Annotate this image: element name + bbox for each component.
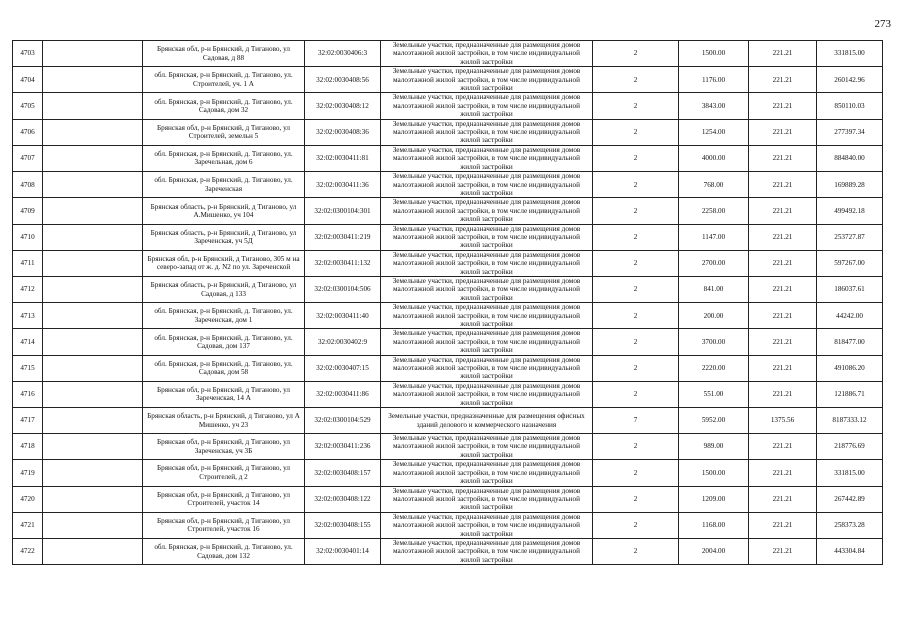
land-use-cell: Земельные участки, предназначенные для размещения домов малоэтажной жилой застройки, в том числе индивидуальной жилой застройки: [381, 538, 593, 564]
use-code-cell: 2: [593, 119, 679, 145]
land-use-cell: Земельные участки, предназначенные для размещения домов малоэтажной жилой застройки, в том числе индивидуальной жилой застройки: [381, 172, 593, 198]
empty-cell: [43, 538, 143, 564]
specific-value-cell: 221.21: [749, 355, 817, 381]
row-number-cell: 4712: [13, 276, 43, 302]
cadastral-number-cell: 32:02:0030402:9: [305, 329, 381, 355]
specific-value-cell: 221.21: [749, 329, 817, 355]
land-use-cell: Земельные участки, предназначенные для размещения домов малоэтажной жилой застройки, в том числе индивидуальной жилой застройки: [381, 460, 593, 486]
row-number-cell: 4715: [13, 355, 43, 381]
cadastral-number-cell: 32:02:0030408:56: [305, 67, 381, 93]
table-row: [13, 93, 883, 119]
cadastral-value-table: [12, 40, 883, 565]
empty-cell: [43, 512, 143, 538]
land-use-cell: Земельные участки, предназначенные для размещения домов малоэтажной жилой застройки, в том числе индивидуальной жилой застройки: [381, 41, 593, 67]
cadastral-value-cell: 443304.84: [817, 538, 883, 564]
area-cell: 2004.00: [679, 538, 749, 564]
area-cell: 841.00: [679, 276, 749, 302]
cadastral-number-cell: 32:02:0030406:3: [305, 41, 381, 67]
table-row: [13, 303, 883, 329]
cadastral-number-cell: 32:02:0300104:506: [305, 276, 381, 302]
table-row: [13, 250, 883, 276]
empty-cell: [43, 355, 143, 381]
land-use-cell: Земельные участки, предназначенные для размещения домов малоэтажной жилой застройки, в том числе индивидуальной жилой застройки: [381, 512, 593, 538]
row-number-cell: 4721: [13, 512, 43, 538]
use-code-cell: 2: [593, 67, 679, 93]
table-body: [13, 41, 883, 565]
cadastral-number-cell: 32:02:0030407:15: [305, 355, 381, 381]
area-cell: 3843.00: [679, 93, 749, 119]
area-cell: 5952.00: [679, 408, 749, 434]
area-cell: 4000.00: [679, 145, 749, 171]
row-number-cell: 4710: [13, 224, 43, 250]
land-use-cell: Земельные участки, предназначенные для размещения домов малоэтажной жилой застройки, в том числе индивидуальной жилой застройки: [381, 250, 593, 276]
specific-value-cell: 221.21: [749, 460, 817, 486]
cadastral-number-cell: 32:02:0030411:219: [305, 224, 381, 250]
row-number-cell: 4709: [13, 198, 43, 224]
land-use-cell: Земельные участки, предназначенные для размещения домов малоэтажной жилой застройки, в том числе индивидуальной жилой застройки: [381, 67, 593, 93]
use-code-cell: 2: [593, 172, 679, 198]
row-number-cell: 4703: [13, 41, 43, 67]
address-cell: Брянская обл, р-н Брянский, д Тиганово, ул Строителей, д 2: [143, 460, 305, 486]
area-cell: 1500.00: [679, 41, 749, 67]
area-cell: 2220.00: [679, 355, 749, 381]
area-cell: 2700.00: [679, 250, 749, 276]
address-cell: Брянская обл, р-н Брянский, д Тиганово, ул Зареченская, 14 А: [143, 381, 305, 407]
address-cell: обл. Брянская, р-н Брянский, д. Тиганово, ул. Садовая, дом 32: [143, 93, 305, 119]
address-cell: обл. Брянская, р-н Брянский, д. Тиганово, ул. Садовая, дом 58: [143, 355, 305, 381]
cadastral-value-cell: 253727.87: [817, 224, 883, 250]
table-row: [13, 512, 883, 538]
cadastral-value-cell: 331815.00: [817, 460, 883, 486]
cadastral-value-cell: 186037.61: [817, 276, 883, 302]
land-use-cell: Земельные участки, предназначенные для размещения домов малоэтажной жилой застройки, в том числе индивидуальной жилой застройки: [381, 303, 593, 329]
cadastral-number-cell: 32:02:0030411:236: [305, 434, 381, 460]
use-code-cell: 2: [593, 329, 679, 355]
area-cell: 1147.00: [679, 224, 749, 250]
specific-value-cell: 221.21: [749, 276, 817, 302]
cadastral-number-cell: 32:02:0030408:155: [305, 512, 381, 538]
cadastral-number-cell: 32:02:0030411:81: [305, 145, 381, 171]
address-cell: Брянская обл, р-н Брянский, д Тиганово, ул Зареченская, уч 3Б: [143, 434, 305, 460]
table-row: [13, 355, 883, 381]
row-number-cell: 4711: [13, 250, 43, 276]
cadastral-value-cell: 260142.96: [817, 67, 883, 93]
row-number-cell: 4720: [13, 486, 43, 512]
land-use-cell: Земельные участки, предназначенные для размещения домов малоэтажной жилой застройки, в том числе индивидуальной жилой застройки: [381, 224, 593, 250]
land-use-cell: Земельные участки, предназначенные для размещения домов малоэтажной жилой застройки, в том числе индивидуальной жилой застройки: [381, 434, 593, 460]
empty-cell: [43, 41, 143, 67]
cadastral-number-cell: 32:02:0030411:40: [305, 303, 381, 329]
use-code-cell: 2: [593, 198, 679, 224]
empty-cell: [43, 303, 143, 329]
address-cell: Брянская обл, р-н Брянский, д Тиганово, ул Строителей, участок 14: [143, 486, 305, 512]
use-code-cell: 2: [593, 512, 679, 538]
table-row: [13, 119, 883, 145]
use-code-cell: 2: [593, 224, 679, 250]
table-row: [13, 224, 883, 250]
row-number-cell: 4722: [13, 538, 43, 564]
page-number: 273: [874, 18, 891, 30]
empty-cell: [43, 250, 143, 276]
cadastral-value-cell: 44242.00: [817, 303, 883, 329]
use-code-cell: 2: [593, 381, 679, 407]
empty-cell: [43, 224, 143, 250]
table-row: [13, 276, 883, 302]
specific-value-cell: 221.21: [749, 250, 817, 276]
address-cell: Брянская обл, р-н Брянский, д Тиганово, ул Строителей, участок 16: [143, 512, 305, 538]
table-row: [13, 408, 883, 434]
use-code-cell: 2: [593, 486, 679, 512]
table-row: [13, 198, 883, 224]
specific-value-cell: 221.21: [749, 486, 817, 512]
cadastral-value-cell: 169889.28: [817, 172, 883, 198]
row-number-cell: 4704: [13, 67, 43, 93]
cadastral-value-cell: 121886.71: [817, 381, 883, 407]
row-number-cell: 4719: [13, 460, 43, 486]
address-cell: Брянская область, р-н Брянский, д Тиганово, ул А.Мишенко, уч 104: [143, 198, 305, 224]
use-code-cell: 2: [593, 145, 679, 171]
empty-cell: [43, 486, 143, 512]
land-use-cell: Земельные участки, предназначенные для размещения домов малоэтажной жилой застройки, в том числе индивидуальной жилой застройки: [381, 276, 593, 302]
area-cell: 551.00: [679, 381, 749, 407]
specific-value-cell: 221.21: [749, 512, 817, 538]
area-cell: 3700.00: [679, 329, 749, 355]
address-cell: обл. Брянская, р-н Брянский, д. Тиганово, ул. Зареченская, дом 1: [143, 303, 305, 329]
use-code-cell: 2: [593, 276, 679, 302]
land-use-cell: Земельные участки, предназначенные для размещения домов малоэтажной жилой застройки, в том числе индивидуальной жилой застройки: [381, 145, 593, 171]
specific-value-cell: 221.21: [749, 145, 817, 171]
cadastral-value-cell: 258373.28: [817, 512, 883, 538]
row-number-cell: 4717: [13, 408, 43, 434]
land-use-cell: Земельные участки, предназначенные для размещения домов малоэтажной жилой застройки, в том числе индивидуальной жилой застройки: [381, 198, 593, 224]
empty-cell: [43, 276, 143, 302]
area-cell: 1254.00: [679, 119, 749, 145]
area-cell: 1176.00: [679, 67, 749, 93]
use-code-cell: 2: [593, 41, 679, 67]
table-row: [13, 41, 883, 67]
area-cell: 1168.00: [679, 512, 749, 538]
specific-value-cell: 221.21: [749, 198, 817, 224]
cadastral-value-cell: 277397.34: [817, 119, 883, 145]
use-code-cell: 2: [593, 460, 679, 486]
table-row: [13, 381, 883, 407]
cadastral-number-cell: 32:02:0300104:301: [305, 198, 381, 224]
specific-value-cell: 221.21: [749, 41, 817, 67]
table-row: [13, 329, 883, 355]
address-cell: Брянская обл, р-н Брянский, д Тиганово, ул Строителей, земельн 5: [143, 119, 305, 145]
specific-value-cell: 221.21: [749, 172, 817, 198]
specific-value-cell: 1375.56: [749, 408, 817, 434]
empty-cell: [43, 434, 143, 460]
row-number-cell: 4707: [13, 145, 43, 171]
specific-value-cell: 221.21: [749, 434, 817, 460]
land-use-cell: Земельные участки, предназначенные для размещения домов малоэтажной жилой застройки, в том числе индивидуальной жилой застройки: [381, 93, 593, 119]
cadastral-value-cell: 218776.69: [817, 434, 883, 460]
address-cell: Брянская обл, р-н Брянский, д Тиганово, 305 м на северо-запад от ж. д. N2 по ул. Зареченской: [143, 250, 305, 276]
cadastral-number-cell: 32:02:0030401:14: [305, 538, 381, 564]
cadastral-number-cell: 32:02:0030408:36: [305, 119, 381, 145]
use-code-cell: 2: [593, 93, 679, 119]
cadastral-value-cell: 267442.89: [817, 486, 883, 512]
area-cell: 989.00: [679, 434, 749, 460]
empty-cell: [43, 67, 143, 93]
land-use-cell: Земельные участки, предназначенные для размещения домов малоэтажной жилой застройки, в том числе индивидуальной жилой застройки: [381, 486, 593, 512]
area-cell: 1500.00: [679, 460, 749, 486]
cadastral-number-cell: 32:02:0030408:122: [305, 486, 381, 512]
row-number-cell: 4705: [13, 93, 43, 119]
land-use-cell: Земельные участки, предназначенные для размещения домов малоэтажной жилой застройки, в том числе индивидуальной жилой застройки: [381, 355, 593, 381]
area-cell: 200.00: [679, 303, 749, 329]
table-row: [13, 460, 883, 486]
use-code-cell: 2: [593, 538, 679, 564]
cadastral-number-cell: 32:02:0030408:157: [305, 460, 381, 486]
specific-value-cell: 221.21: [749, 303, 817, 329]
cadastral-value-cell: 331815.00: [817, 41, 883, 67]
use-code-cell: 7: [593, 408, 679, 434]
table-row: [13, 434, 883, 460]
specific-value-cell: 221.21: [749, 381, 817, 407]
empty-cell: [43, 329, 143, 355]
cadastral-value-cell: 850110.03: [817, 93, 883, 119]
area-cell: 1209.00: [679, 486, 749, 512]
empty-cell: [43, 145, 143, 171]
table-row: [13, 486, 883, 512]
address-cell: Брянская область, р-н Брянский, д Тиганово, ул Садовая, д 133: [143, 276, 305, 302]
cadastral-number-cell: 32:02:0030411:132: [305, 250, 381, 276]
table-row: [13, 172, 883, 198]
cadastral-value-cell: 597267.00: [817, 250, 883, 276]
area-cell: 2258.00: [679, 198, 749, 224]
address-cell: обл. Брянская, р-н Брянский, д. Тиганово, ул. Садовая, дом 137: [143, 329, 305, 355]
cadastral-number-cell: 32:02:0030411:86: [305, 381, 381, 407]
table-row: [13, 145, 883, 171]
empty-cell: [43, 408, 143, 434]
cadastral-number-cell: 32:02:0030408:12: [305, 93, 381, 119]
address-cell: Брянская область, р-н Брянский, д Тиганово, ул Зареченская, уч 5Д: [143, 224, 305, 250]
row-number-cell: 4708: [13, 172, 43, 198]
cadastral-value-cell: 884840.00: [817, 145, 883, 171]
cadastral-number-cell: 32:02:0300104:529: [305, 408, 381, 434]
use-code-cell: 2: [593, 434, 679, 460]
specific-value-cell: 221.21: [749, 224, 817, 250]
address-cell: обл. Брянская, р-н Брянский, д. Тиганово, ул. Зареченская: [143, 172, 305, 198]
address-cell: обл. Брянская, р-н Брянский, д. Тиганово, ул. Заречельная, дом 6: [143, 145, 305, 171]
address-cell: Брянская обл, р-н Брянский, д Тиганово, ул Садовая, д 88: [143, 41, 305, 67]
specific-value-cell: 221.21: [749, 93, 817, 119]
address-cell: Брянская область, р-н Брянский, д Тиганово, ул А Мишенко, уч 23: [143, 408, 305, 434]
empty-cell: [43, 381, 143, 407]
empty-cell: [43, 119, 143, 145]
table-row: [13, 67, 883, 93]
land-use-cell: Земельные участки, предназначенные для размещения офисных зданий делового и коммерческого назначения: [381, 408, 593, 434]
specific-value-cell: 221.21: [749, 67, 817, 93]
row-number-cell: 4713: [13, 303, 43, 329]
cadastral-number-cell: 32:02:0030411:36: [305, 172, 381, 198]
row-number-cell: 4718: [13, 434, 43, 460]
specific-value-cell: 221.21: [749, 119, 817, 145]
cadastral-value-cell: 491086.20: [817, 355, 883, 381]
cadastral-value-cell: 8187333.12: [817, 408, 883, 434]
empty-cell: [43, 460, 143, 486]
specific-value-cell: 221.21: [749, 538, 817, 564]
address-cell: обл. Брянская, р-н Брянский, д. Тиганово, ул. Строителей, уч. 1 А: [143, 67, 305, 93]
empty-cell: [43, 93, 143, 119]
land-use-cell: Земельные участки, предназначенные для размещения домов малоэтажной жилой застройки, в том числе индивидуальной жилой застройки: [381, 119, 593, 145]
empty-cell: [43, 172, 143, 198]
area-cell: 768.00: [679, 172, 749, 198]
empty-cell: [43, 198, 143, 224]
cadastral-value-cell: 499492.18: [817, 198, 883, 224]
use-code-cell: 2: [593, 303, 679, 329]
table-row: [13, 538, 883, 564]
row-number-cell: 4706: [13, 119, 43, 145]
address-cell: обл. Брянская, р-н Брянский, д. Тиганово, ул. Садовая, дом 132: [143, 538, 305, 564]
use-code-cell: 2: [593, 250, 679, 276]
cadastral-value-cell: 818477.00: [817, 329, 883, 355]
row-number-cell: 4716: [13, 381, 43, 407]
row-number-cell: 4714: [13, 329, 43, 355]
land-use-cell: Земельные участки, предназначенные для размещения домов малоэтажной жилой застройки, в том числе индивидуальной жилой застройки: [381, 329, 593, 355]
land-use-cell: Земельные участки, предназначенные для размещения домов малоэтажной жилой застройки, в том числе индивидуальной жилой застройки: [381, 381, 593, 407]
use-code-cell: 2: [593, 355, 679, 381]
